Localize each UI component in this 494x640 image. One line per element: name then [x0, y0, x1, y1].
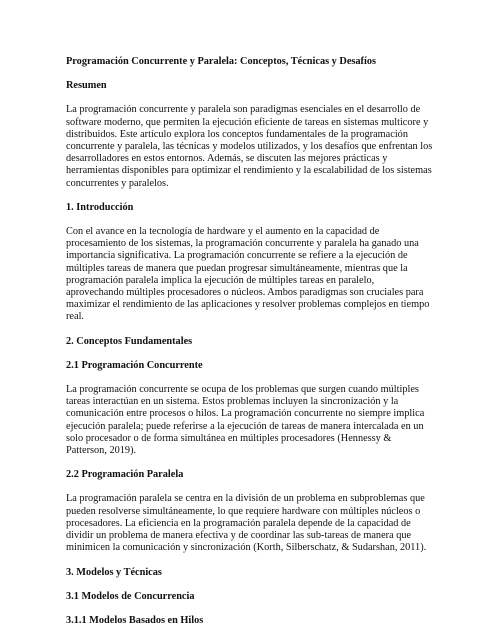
parallel-programming-text: La programación paralela se centra en la división de un problema en subproblemas que pueden resolverse simultáneamente, lo que requiere hardware con múltiples núcleos o procesadores. La eficiencia en la programación paralela depende de la capacidad de dividir un problema de manera efectiva y de coordinar las sub-tareas de manera que minimicen la comunicación y sincronización (Korth, Silberschatz, & Sudarshan, 2011).: [66, 493, 427, 554]
models-heading: 3. Modelos y Técnicas: [66, 566, 162, 578]
introduction-text: Con el avance en la tecnología de hardware y el aumento en la capacidad de procesamiento de los sistemas, la programación concurrente y paralela ha ganado una importancia significativa. La programación concurrente se refiere a la ejecución de múltiples tareas de manera que puedan progresar simultáneamente, mientras que la programación paralela implica la ejecución de múltiples tareas en paralelo, aprovechando múltiples procesadores o núcleos. Ambos paradigmas son cruciales para maximizar el rendimiento de las aplicaciones y resolver problemas complejos en tiempo real.: [66, 226, 430, 323]
abstract-text: La programación concurrente y paralela son paradigmas esenciales en el desarrollo de software moderno, que permiten la ejecución eficiente de tareas en sistemas multicore y distribuidos. Este artículo explora los conceptos fundamentales de la programación concurrente y paralela, las técnicas y modelos utilizados, y los desafíos que enfrentan los desarrolladores en estos entornos. Además, se discuten las mejores prácticas y herramientas disponibles para optimizar el rendimiento y la escalabilidad de los sistemas concurrentes y paralelos.: [66, 104, 433, 189]
concurrency-models-heading: 3.1 Modelos de Concurrencia: [66, 590, 195, 602]
introduction-heading: 1. Introducción: [66, 201, 134, 213]
parallel-programming-heading: 2.2 Programación Paralela: [66, 469, 184, 481]
concepts-heading: 2. Conceptos Fundamentales: [66, 335, 193, 347]
paper-title: Programación Concurrente y Paralela: Conceptos, Técnicas y Desafíos: [66, 56, 377, 67]
concurrent-programming-heading: 2.1 Programación Concurrente: [66, 359, 203, 371]
thread-models-heading: 3.1.1 Modelos Basados en Hilos: [66, 614, 204, 626]
concurrent-programming-text: La programación concurrente se ocupa de los problemas que surgen cuando múltiples tareas interactúan en un sistema. Estos problemas incluyen la sincronización y la comunicación entre procesos o hilos. La programación concurrente no siempre implica ejecución paralela; puede referirse a la ejecución de tareas de manera intercalada en un solo procesador o de forma simultánea en múltiples procesadores (Hennessy & Patterson, 2019).: [66, 384, 425, 457]
abstract-heading: Resumen: [66, 80, 107, 92]
